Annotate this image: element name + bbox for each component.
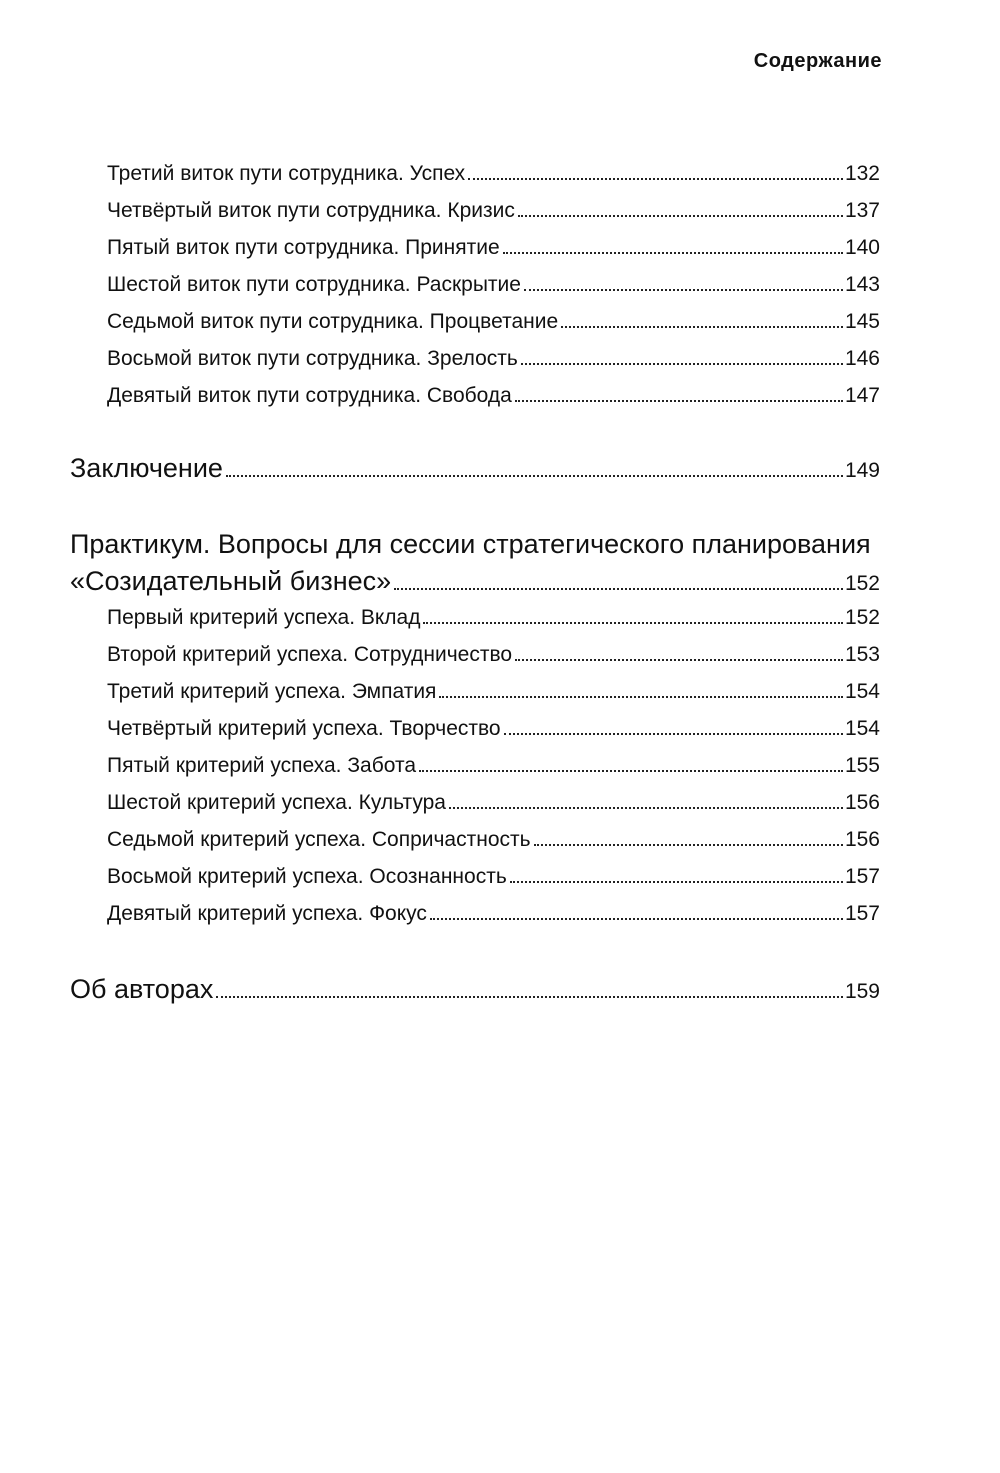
toc-entry-page: 143 <box>844 273 880 296</box>
toc-entry[interactable] <box>107 604 880 632</box>
toc-entry-title: Пятый критерий успеха. Забота <box>107 754 417 777</box>
toc-entry-title: Об авторах <box>70 974 214 1004</box>
toc-entry[interactable] <box>107 197 880 225</box>
toc-entry[interactable] <box>107 234 880 262</box>
toc-entry[interactable] <box>107 641 880 669</box>
toc-entry-title: Восьмой виток пути сотрудника. Зрелость <box>107 347 518 370</box>
toc-entry-title: Шестой виток пути сотрудника. Раскрытие <box>107 273 521 296</box>
toc-entry-title: Заключение <box>70 453 223 483</box>
dot-leader <box>534 844 843 846</box>
toc-entry-page: 137 <box>844 199 880 222</box>
toc-entry[interactable] <box>107 160 880 188</box>
toc-entry-title: Четвёртый виток пути сотрудника. Кризис <box>107 199 515 222</box>
toc-entry-page: 156 <box>844 791 880 814</box>
dot-leader <box>226 475 843 477</box>
toc-entry-practicum-title[interactable]: Практикум. Вопросы для сессии стратегического планирования <box>70 529 871 559</box>
dot-leader <box>419 770 843 772</box>
toc-entry-title: Шестой критерий успеха. Культура <box>107 791 446 814</box>
toc-entry-page: 152 <box>844 606 880 629</box>
toc-entry-page: 157 <box>844 902 880 925</box>
dot-leader <box>524 289 843 291</box>
toc-entry-page: 152 <box>844 572 880 595</box>
dot-leader <box>503 252 843 254</box>
toc-entry-title: Третий виток пути сотрудника. Успех <box>107 162 466 185</box>
dot-leader <box>216 996 843 998</box>
toc-entry-title: Третий критерий успеха. Эмпатия <box>107 680 437 703</box>
dot-leader <box>468 178 843 180</box>
dot-leader <box>423 622 842 624</box>
toc-entry[interactable] <box>107 382 880 410</box>
toc-entry-page: 154 <box>844 680 880 703</box>
toc-entry-page: 132 <box>844 162 880 185</box>
toc-entry[interactable] <box>107 900 880 928</box>
dot-leader <box>521 363 843 365</box>
dot-leader <box>394 588 843 590</box>
toc-entry-practicum[interactable] <box>70 564 880 598</box>
toc-entry[interactable] <box>107 345 880 373</box>
toc-entry-title: Первый критерий успеха. Вклад <box>107 606 421 629</box>
toc-entry[interactable] <box>107 789 880 817</box>
toc-entry[interactable] <box>107 863 880 891</box>
toc-entry[interactable] <box>107 826 880 854</box>
toc-entry-page: 153 <box>844 643 880 666</box>
dot-leader <box>515 659 843 661</box>
toc-entry[interactable] <box>107 678 880 706</box>
running-head: Содержание <box>753 50 882 72</box>
toc-entry-page: 157 <box>844 865 880 888</box>
toc-entry-title: Седьмой виток пути сотрудника. Процветание <box>107 310 559 333</box>
dot-leader <box>518 215 843 217</box>
toc-entry[interactable] <box>107 752 880 780</box>
dot-leader <box>430 918 843 920</box>
toc-entry-page: 147 <box>844 384 880 407</box>
toc-entry[interactable] <box>107 308 880 336</box>
toc-entry-page: 159 <box>844 980 880 1003</box>
dot-leader <box>561 326 843 328</box>
dot-leader <box>515 400 843 402</box>
dot-leader <box>510 881 843 883</box>
toc-entry-title: «Созидательный бизнес» <box>70 566 392 596</box>
toc-entry[interactable] <box>107 271 880 299</box>
toc-entry-page: 140 <box>844 236 880 259</box>
dot-leader <box>439 696 843 698</box>
toc-entry-title: Седьмой критерий успеха. Сопричастность <box>107 828 531 851</box>
toc-entry-title: Девятый критерий успеха. Фокус <box>107 902 427 925</box>
dot-leader <box>504 733 843 735</box>
toc-entry-page: 155 <box>844 754 880 777</box>
toc-entry-page: 149 <box>844 459 880 482</box>
toc-entry-title: Девятый виток пути сотрудника. Свобода <box>107 384 512 407</box>
toc-entry-title: Пятый виток пути сотрудника. Принятие <box>107 236 500 259</box>
toc-entry-page: 154 <box>844 717 880 740</box>
toc-entry-page: 146 <box>844 347 880 370</box>
toc-entry-conclusion[interactable] <box>70 451 880 485</box>
toc-entry-authors[interactable] <box>70 972 880 1006</box>
toc-entry-title: Второй критерий успеха. Сотрудничество <box>107 643 513 666</box>
dot-leader <box>449 807 843 809</box>
toc-entry-page: 145 <box>844 310 880 333</box>
toc-entry[interactable] <box>107 715 880 743</box>
toc-entry-title: Четвёртый критерий успеха. Творчество <box>107 717 501 740</box>
toc-entry-page: 156 <box>844 828 880 851</box>
toc-entry-title: Восьмой критерий успеха. Осознанность <box>107 865 507 888</box>
